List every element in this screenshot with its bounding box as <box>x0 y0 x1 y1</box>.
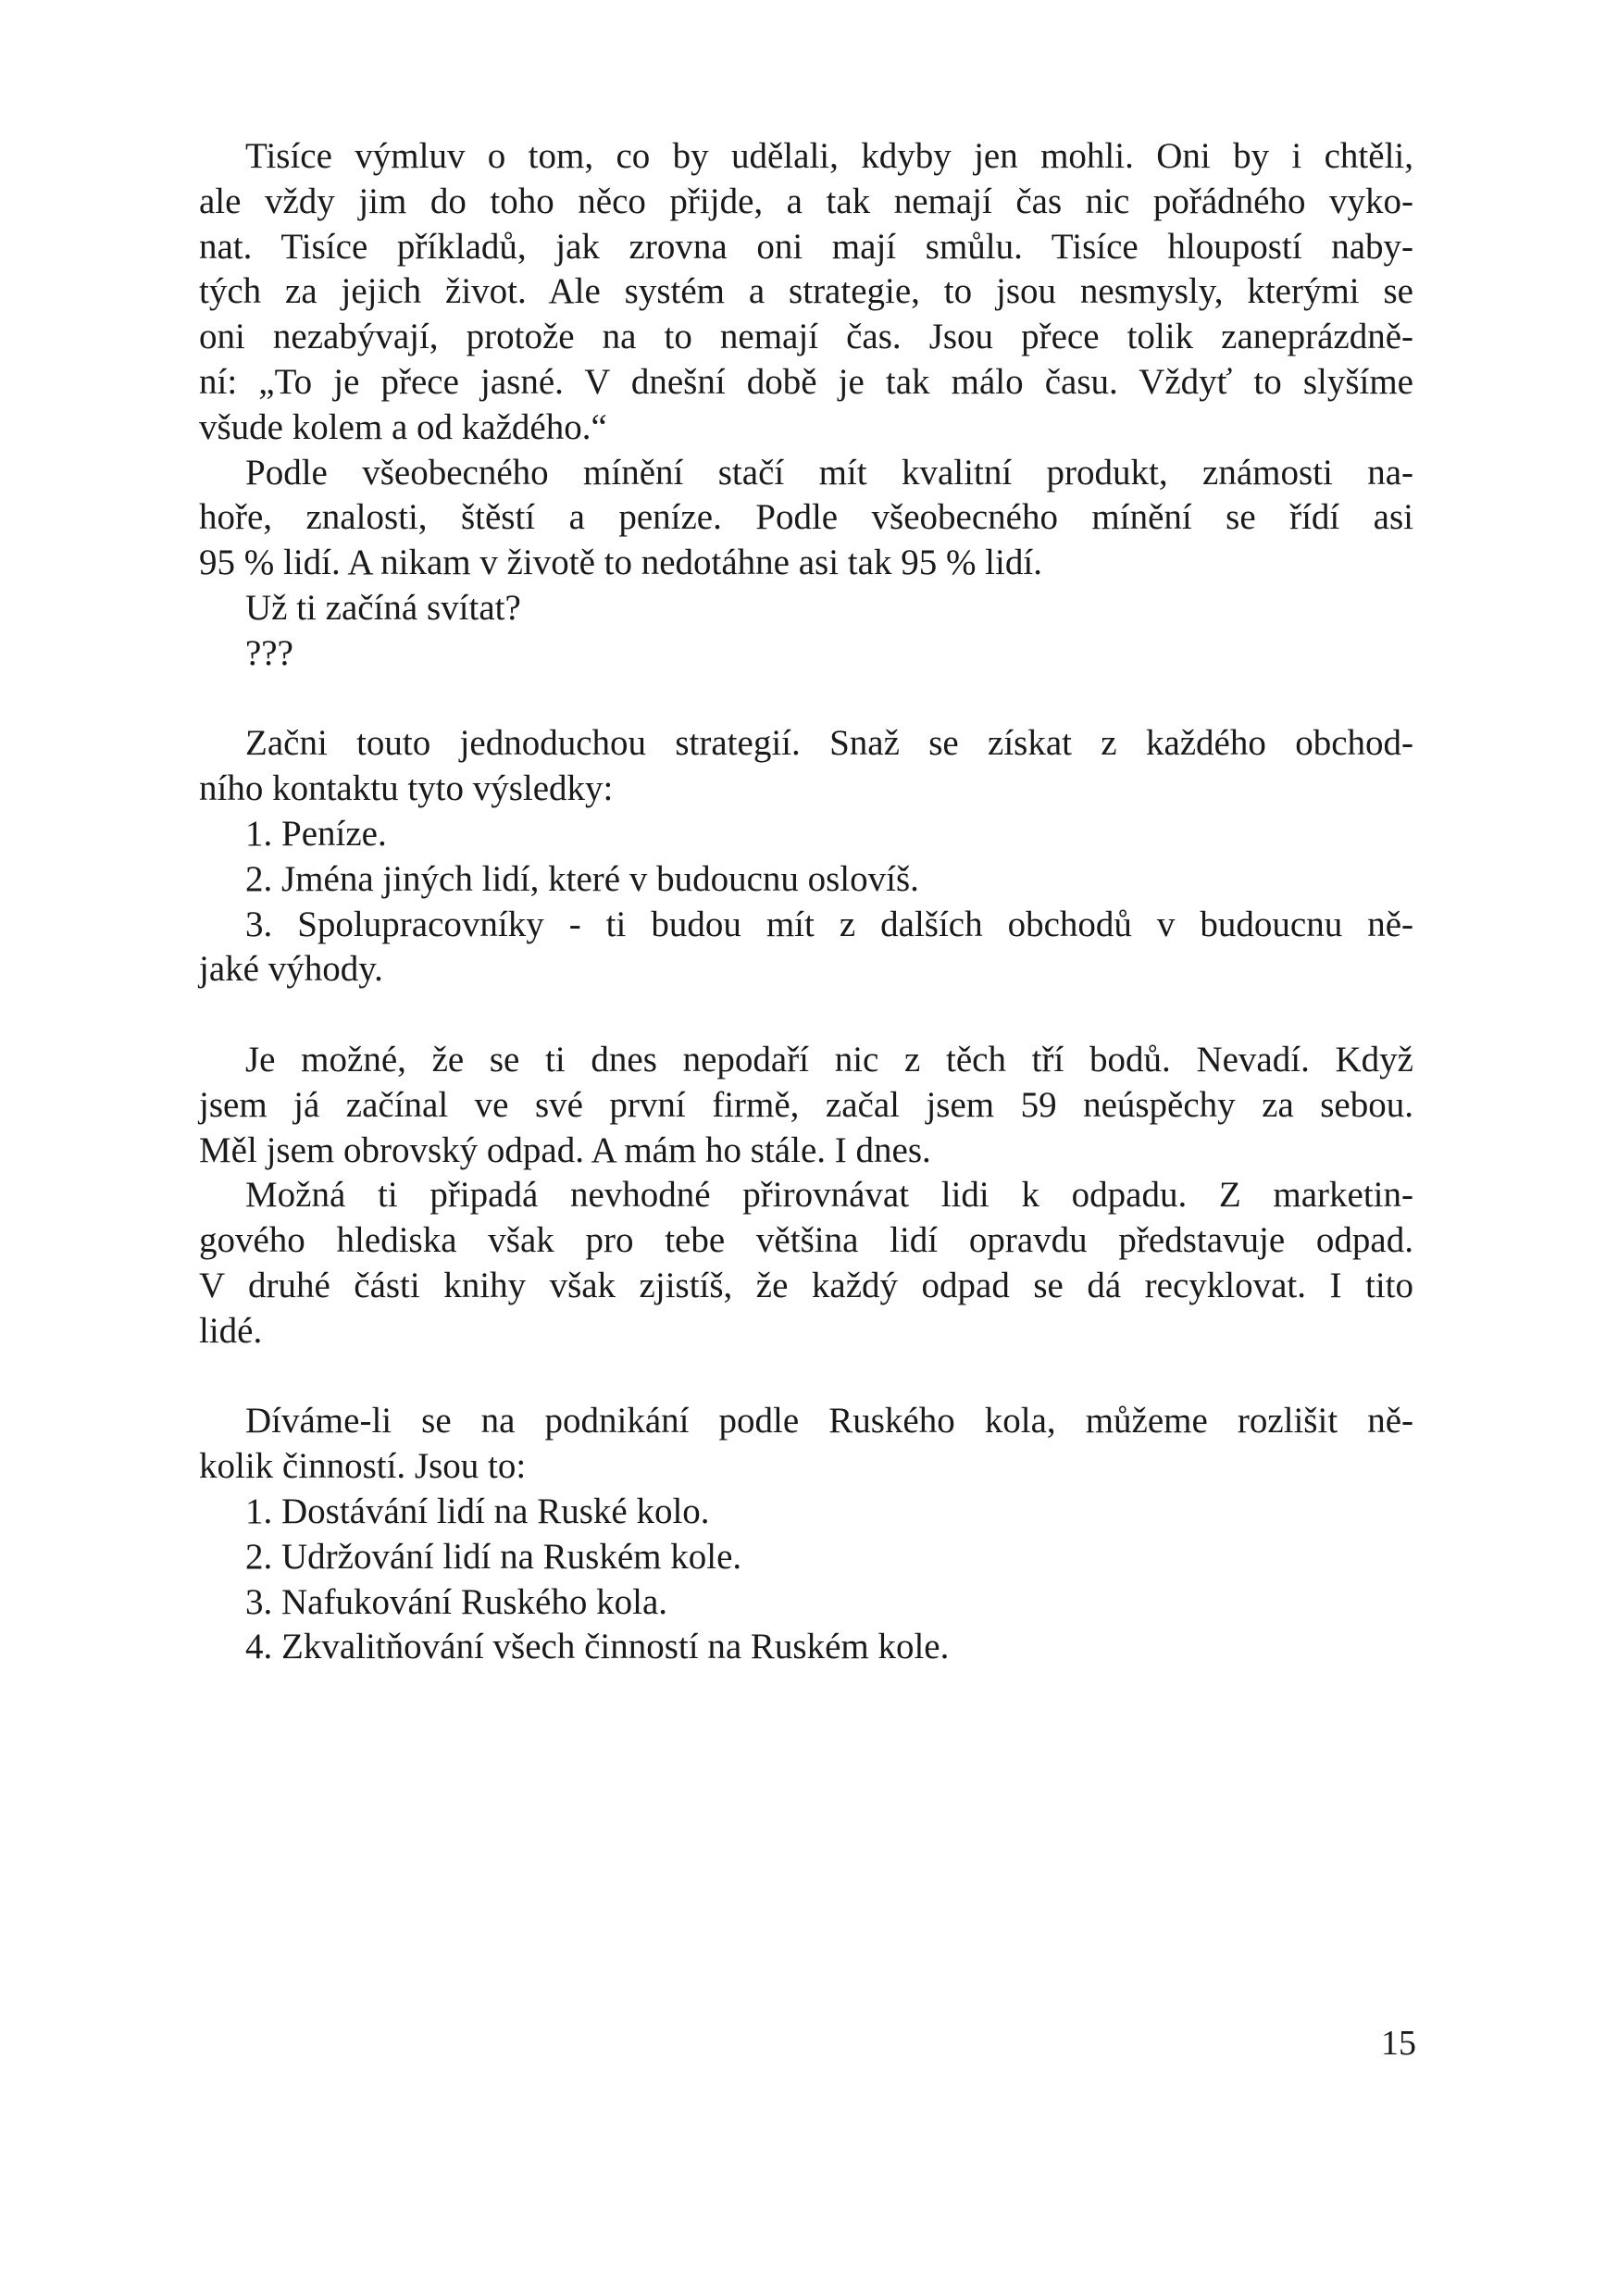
text-line: jsem já začínal ve své první firmě, začal jsem 59 neúspěchy za sebou. <box>199 1084 1413 1125</box>
list-item: 3. Spolupracovníky - ti budou mít z dalších obchodů v budoucnu ně- <box>245 904 1413 944</box>
text-line: všude kolem a od každého.“ <box>199 406 607 447</box>
text-line: Tisíce výmluv o tom, co by udělali, kdyby jen mohli. Oni by i chtěli, <box>245 136 1413 176</box>
paragraph-failures <box>199 1038 1413 1173</box>
list-item-continuation: jaké výhody. <box>199 949 383 990</box>
text-line: tých za jejich život. Ale systém a strategie, to jsou nesmysly, kterými se <box>199 271 1413 312</box>
text-line: ní: „To je přece jasné. V dnešní době je tak málo času. Vždyť to slyšíme <box>199 361 1413 402</box>
text-line: kolik činností. Jsou to: <box>199 1446 527 1487</box>
text-line: oni nezabývají, protože na to nemají čas. Jsou přece tolik zaneprázdně- <box>199 317 1413 357</box>
text-line: ního kontaktu tyto výsledky: <box>199 768 614 809</box>
question-line: Už ti začíná svítat? <box>245 587 521 628</box>
text-line: nat. Tisíce příkladů, jak zrovna oni mají smůlu. Tisíce hloupostí naby- <box>199 226 1413 267</box>
numbered-list-activities <box>199 1490 1413 1670</box>
list-item: 4. Zkvalitňování všech činností na Ruském kole. <box>245 1627 950 1667</box>
question-marks-line: ??? <box>245 632 293 673</box>
text-line: hoře, znalosti, štěstí a peníze. Podle všeobecného mínění se řídí asi <box>199 497 1413 538</box>
text-line: Je možné, že se ti dnes nepodaří nic z těch tří bodů. Nevadí. Když <box>245 1039 1413 1079</box>
list-item: 1. Peníze. <box>245 813 387 854</box>
paragraph-excuses <box>199 134 1413 451</box>
list-item: 3. Nafukování Ruského kola. <box>245 1581 668 1622</box>
text-line: Začni touto jednoduchou strategií. Snaž se získat z každého obchod- <box>245 723 1413 764</box>
paragraph-ferris-wheel <box>199 1399 1413 1490</box>
text-line: Díváme-li se na podnikání podle Ruského kola, můžeme rozlišit ně- <box>245 1401 1413 1441</box>
paragraph-gap <box>199 992 1413 1038</box>
paragraph-strategy <box>199 721 1413 812</box>
text-line: lidé. <box>199 1310 263 1351</box>
paragraph-gap <box>199 677 1413 722</box>
page-number: 15 <box>1381 2024 1416 2063</box>
paragraph-gap <box>199 1354 1413 1400</box>
text-line: V druhé části knihy však zjistíš, že každý odpad se dá recyklovat. I tito <box>199 1265 1413 1305</box>
list-item: 2. Jména jiných lidí, které v budoucnu oslovíš. <box>245 858 919 899</box>
text-line: ale vždy jim do toho něco přijde, a tak nemají čas nic pořádného vyko- <box>199 181 1413 221</box>
list-item: 1. Dostávání lidí na Ruské kolo. <box>245 1491 710 1531</box>
text-line: Měl jsem obrovský odpad. A mám ho stále. I dnes. <box>199 1129 931 1170</box>
text-line: Podle všeobecného mínění stačí mít kvalitní produkt, známosti na- <box>245 452 1413 493</box>
text-line: 95 % lidí. A nikam v životě to nedotáhne asi tak 95 % lidí. <box>199 543 1042 583</box>
paragraph-waste <box>199 1173 1413 1354</box>
body-text <box>199 134 1413 1670</box>
list-item: 2. Udržování lidí na Ruském kole. <box>245 1536 742 1577</box>
paragraph-general-opinion <box>199 451 1413 586</box>
numbered-list-results <box>199 812 1413 992</box>
text-line: Možná ti připadá nevhodné přirovnávat lidi k odpadu. Z marketin- <box>245 1175 1413 1216</box>
text-line: gového hlediska však pro tebe většina lidí opravdu představuje odpad. <box>199 1220 1413 1261</box>
